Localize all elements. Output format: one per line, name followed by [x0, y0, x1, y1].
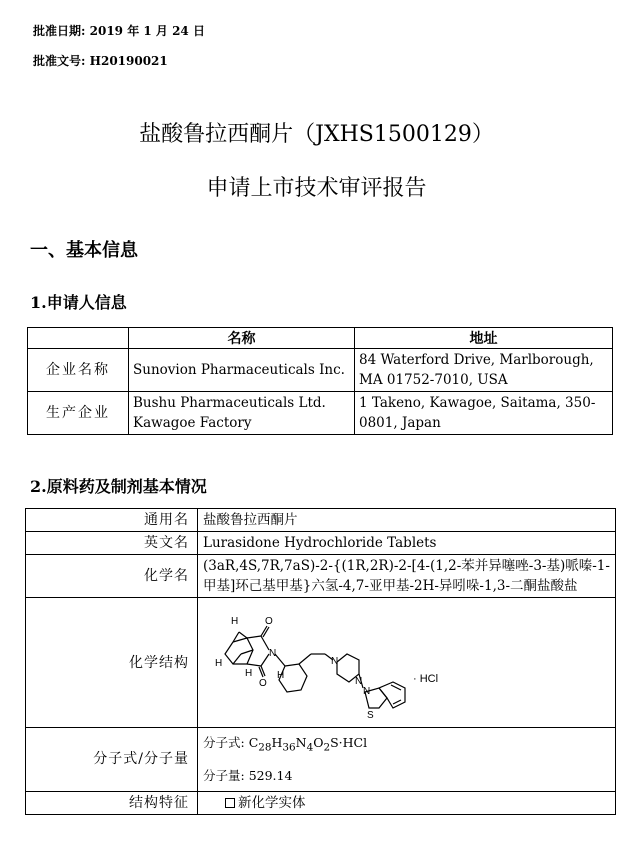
header-blank	[28, 328, 129, 349]
header-address: 地址	[355, 328, 613, 349]
structure-feature-value-cell	[198, 791, 616, 814]
atom-h2: H	[215, 657, 223, 669]
formula-prefix: 分子式:	[203, 735, 249, 750]
benzisothiazole-ring	[365, 682, 405, 708]
english-name-value: Lurasidone Hydrochloride Tablets	[198, 532, 616, 555]
approval-date	[33, 22, 205, 39]
weight-prefix: 分子量:	[203, 767, 249, 783]
atom-h4: H	[277, 669, 285, 681]
approval-date-label: 批准日期:	[33, 24, 86, 38]
approval-date-value: 2019 年 1 月 24 日	[89, 24, 205, 38]
table-row	[28, 392, 613, 435]
drug-info-heading: 2.原料药及制剂基本情况	[30, 477, 207, 496]
atom-o1: O	[265, 615, 273, 627]
table-row	[26, 532, 616, 555]
atom-h1: H	[231, 615, 239, 627]
drug-info-table	[25, 508, 616, 815]
table-row	[26, 509, 616, 532]
table-row	[26, 598, 616, 728]
salt-label: · HCl	[413, 672, 439, 685]
chemical-name-value: (3aR,4S,7R,7aS)-2-{(1R,2R)-2-[4-(1,2-苯并异噻唑-3-基)哌嗪-1-甲基]环己基甲基}六氢-4,7-亚甲基-2H-异吲哚-1,3-二酮盐酸盐	[198, 555, 616, 598]
table-row	[26, 555, 616, 598]
applicant-table-header	[28, 328, 613, 349]
company-name: Bushu Pharmaceuticals Ltd. Kawagoe Factory	[129, 392, 355, 435]
english-name-label: 英文名	[26, 532, 198, 555]
approval-number-label: 批准文号:	[33, 54, 86, 68]
norbornane-ring	[225, 632, 253, 664]
section-basic-info-heading: 一、基本信息	[30, 240, 138, 261]
structure-feature-value: 新化学实体	[238, 794, 306, 811]
applicant-info-heading: 1.申请人信息	[30, 293, 127, 312]
document-subtitle: 申请上市技术审评报告	[206, 176, 427, 201]
structure-feature-label: 结构特征	[26, 791, 198, 814]
structure-label: 化学结构	[26, 598, 198, 728]
row-label: 生产企业	[28, 392, 129, 435]
approval-number-value: H20190021	[89, 54, 168, 68]
formula-cell	[198, 728, 616, 792]
document-title: 盐酸鲁拉西酮片（JXHS1500129）	[139, 122, 494, 147]
weight-value: 529.14	[248, 767, 293, 783]
table-row	[26, 791, 616, 814]
chemical-structure-diagram	[203, 602, 503, 724]
molecular-formula: 分子式: $C_{28}H_{36}N_4O_2S\cdot HCl$	[203, 735, 368, 754]
company-name: Sunovion Pharmaceuticals Inc.	[129, 349, 355, 392]
company-address: 1 Takeno, Kawagoe, Saitama, 350-0801, Japan	[355, 392, 613, 435]
table-row	[26, 728, 616, 792]
company-address: 84 Waterford Drive, Marlborough, MA 01752-7010, USA	[355, 349, 613, 392]
row-label: 企业名称	[28, 349, 129, 392]
atom-n-pip1: N	[331, 655, 339, 667]
formula-label: 分子式/分子量	[26, 728, 198, 792]
atom-s-bit: S	[367, 709, 374, 721]
generic-name-label: 通用名	[26, 509, 198, 532]
chemical-name-label: 化学名	[26, 555, 198, 598]
generic-name-value: 盐酸鲁拉西酮片	[198, 509, 616, 532]
atom-o2: O	[259, 677, 267, 689]
atom-h3: H	[245, 667, 253, 679]
atom-n-imide: N	[269, 647, 277, 659]
header-name: 名称	[129, 328, 355, 349]
structure-cell	[198, 598, 616, 728]
checkbox-icon	[225, 798, 235, 808]
applicant-table	[27, 327, 613, 435]
table-row	[28, 349, 613, 392]
atom-n-pip2: N	[355, 675, 363, 687]
approval-number	[33, 52, 168, 69]
atom-n-bit: N	[363, 685, 371, 697]
molecular-weight	[203, 762, 610, 790]
